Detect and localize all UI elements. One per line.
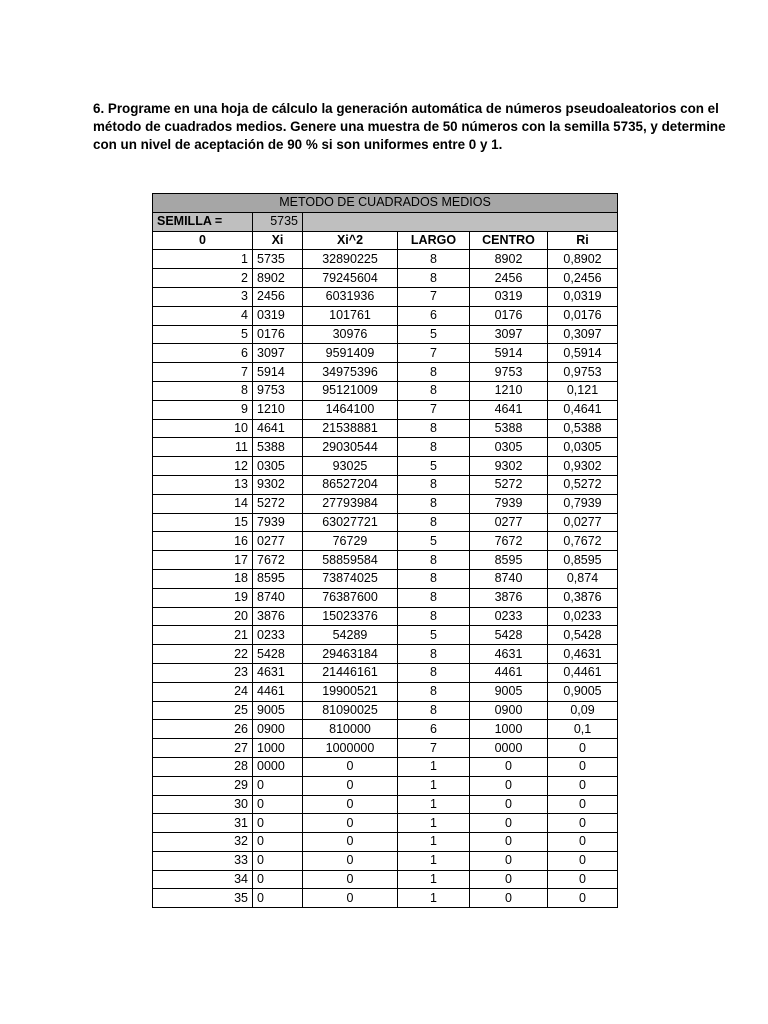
row-index-cell: 32: [153, 833, 253, 852]
xi-cell: 9302: [253, 475, 303, 494]
ri-cell: 0,0277: [548, 513, 618, 532]
ri-cell: 0,9302: [548, 457, 618, 476]
xi-squared-cell: 0: [303, 833, 398, 852]
xi-squared-cell: 21538881: [303, 419, 398, 438]
row-index-cell: 15: [153, 513, 253, 532]
xi-squared-cell: 54289: [303, 626, 398, 645]
largo-cell: 5: [398, 532, 470, 551]
row-index-cell: 12: [153, 457, 253, 476]
ri-cell: 0,0176: [548, 306, 618, 325]
centro-cell: 7672: [470, 532, 548, 551]
largo-cell: 1: [398, 795, 470, 814]
column-header-largo: LARGO: [398, 231, 470, 250]
centro-cell: 0: [470, 833, 548, 852]
centro-cell: 9302: [470, 457, 548, 476]
xi-cell: 8740: [253, 588, 303, 607]
centro-cell: 5914: [470, 344, 548, 363]
largo-cell: 5: [398, 325, 470, 344]
table-row: [153, 682, 618, 701]
xi-squared-cell: 0: [303, 889, 398, 908]
xi-squared-cell: 9591409: [303, 344, 398, 363]
xi-cell: 0: [253, 851, 303, 870]
row-index-cell: 25: [153, 701, 253, 720]
table-row: [153, 607, 618, 626]
row-index-cell: 31: [153, 814, 253, 833]
xi-squared-cell: 21446161: [303, 663, 398, 682]
largo-cell: 8: [398, 663, 470, 682]
ri-cell: 0,3876: [548, 588, 618, 607]
xi-squared-cell: 30976: [303, 325, 398, 344]
table-row: [153, 325, 618, 344]
xi-squared-cell: 79245604: [303, 269, 398, 288]
table-row: [153, 457, 618, 476]
row-index-cell: 6: [153, 344, 253, 363]
xi-squared-cell: 73874025: [303, 569, 398, 588]
table-row: [153, 626, 618, 645]
seed-row: [153, 212, 618, 231]
xi-squared-cell: 32890225: [303, 250, 398, 269]
largo-cell: 8: [398, 438, 470, 457]
table-title-row: [153, 194, 618, 213]
question-line-3: con un nivel de aceptación de 90 % si son uniformes entre 0 y 1.: [93, 137, 503, 152]
largo-cell: 1: [398, 870, 470, 889]
centro-cell: 0: [470, 795, 548, 814]
xi-cell: 9005: [253, 701, 303, 720]
centro-cell: 7939: [470, 494, 548, 513]
xi-cell: 0: [253, 776, 303, 795]
xi-cell: 0: [253, 814, 303, 833]
xi-squared-cell: 76387600: [303, 588, 398, 607]
centro-cell: 2456: [470, 269, 548, 288]
largo-cell: 8: [398, 588, 470, 607]
row-index-cell: 34: [153, 870, 253, 889]
largo-cell: 6: [398, 720, 470, 739]
ri-cell: 0,5272: [548, 475, 618, 494]
table-row: [153, 870, 618, 889]
xi-squared-cell: 0: [303, 757, 398, 776]
largo-cell: 8: [398, 607, 470, 626]
column-header-xi-squared: Xi^2: [303, 231, 398, 250]
largo-cell: 1: [398, 776, 470, 795]
ri-cell: 0,9005: [548, 682, 618, 701]
centro-cell: 8902: [470, 250, 548, 269]
ri-cell: 0,0233: [548, 607, 618, 626]
row-index-cell: 9: [153, 400, 253, 419]
largo-cell: 6: [398, 306, 470, 325]
largo-cell: 7: [398, 287, 470, 306]
centro-cell: 4641: [470, 400, 548, 419]
xi-cell: 1210: [253, 400, 303, 419]
row-index-cell: 33: [153, 851, 253, 870]
row-index-cell: 16: [153, 532, 253, 551]
xi-cell: 2456: [253, 287, 303, 306]
table-row: [153, 776, 618, 795]
table-row: [153, 588, 618, 607]
row-index-cell: 14: [153, 494, 253, 513]
row-index-cell: 5: [153, 325, 253, 344]
row-index-cell: 4: [153, 306, 253, 325]
xi-squared-cell: 76729: [303, 532, 398, 551]
centro-cell: 0277: [470, 513, 548, 532]
ri-cell: 0,09: [548, 701, 618, 720]
ri-cell: 0,1: [548, 720, 618, 739]
centro-cell: 9753: [470, 363, 548, 382]
xi-squared-cell: 29463184: [303, 645, 398, 664]
xi-squared-cell: 58859584: [303, 551, 398, 570]
xi-squared-cell: 0: [303, 870, 398, 889]
centro-cell: 4461: [470, 663, 548, 682]
table-row: [153, 381, 618, 400]
question-line-2: método de cuadrados medios. Genere una muestra de 50 números con la semilla 5735, y determine: [93, 119, 726, 134]
centro-cell: 5428: [470, 626, 548, 645]
table-row: [153, 475, 618, 494]
table-row: [153, 532, 618, 551]
largo-cell: 5: [398, 626, 470, 645]
column-header-row: [153, 231, 618, 250]
largo-cell: 8: [398, 419, 470, 438]
xi-cell: 0: [253, 795, 303, 814]
largo-cell: 7: [398, 344, 470, 363]
xi-cell: 0: [253, 889, 303, 908]
row-index-cell: 18: [153, 569, 253, 588]
table-title: METODO DE CUADRADOS MEDIOS: [153, 194, 618, 213]
centro-cell: 8740: [470, 569, 548, 588]
xi-cell: 4461: [253, 682, 303, 701]
table-row: [153, 269, 618, 288]
largo-cell: 7: [398, 400, 470, 419]
table-row: [153, 851, 618, 870]
largo-cell: 8: [398, 701, 470, 720]
seed-value: 5735: [253, 212, 303, 231]
row-index-cell: 27: [153, 739, 253, 758]
largo-cell: 1: [398, 757, 470, 776]
xi-cell: 7672: [253, 551, 303, 570]
xi-cell: 0900: [253, 720, 303, 739]
xi-cell: 5914: [253, 363, 303, 382]
row-index-cell: 2: [153, 269, 253, 288]
row-index-cell: 26: [153, 720, 253, 739]
centro-cell: 1210: [470, 381, 548, 400]
xi-squared-cell: 86527204: [303, 475, 398, 494]
column-header-ri: Ri: [548, 231, 618, 250]
centro-cell: 3097: [470, 325, 548, 344]
centro-cell: 4631: [470, 645, 548, 664]
table-row: [153, 250, 618, 269]
xi-cell: 5272: [253, 494, 303, 513]
column-header-xi: Xi: [253, 231, 303, 250]
xi-cell: 8595: [253, 569, 303, 588]
row-index-cell: 13: [153, 475, 253, 494]
ri-cell: 0: [548, 870, 618, 889]
row-index-cell: 20: [153, 607, 253, 626]
largo-cell: 5: [398, 457, 470, 476]
xi-squared-cell: 81090025: [303, 701, 398, 720]
table-row: [153, 889, 618, 908]
xi-squared-cell: 93025: [303, 457, 398, 476]
row-index-cell: 8: [153, 381, 253, 400]
table-row: [153, 494, 618, 513]
xi-squared-cell: 1464100: [303, 400, 398, 419]
xi-squared-cell: 63027721: [303, 513, 398, 532]
ri-cell: 0: [548, 833, 618, 852]
ri-cell: 0: [548, 776, 618, 795]
centro-cell: 0319: [470, 287, 548, 306]
xi-squared-cell: 0: [303, 776, 398, 795]
ri-cell: 0,4631: [548, 645, 618, 664]
table-row: [153, 663, 618, 682]
largo-cell: 1: [398, 814, 470, 833]
xi-cell: 0233: [253, 626, 303, 645]
largo-cell: 8: [398, 363, 470, 382]
table-row: [153, 306, 618, 325]
xi-cell: 5428: [253, 645, 303, 664]
xi-squared-cell: 1000000: [303, 739, 398, 758]
xi-cell: 4631: [253, 663, 303, 682]
table-row: [153, 814, 618, 833]
xi-cell: 9753: [253, 381, 303, 400]
row-index-cell: 35: [153, 889, 253, 908]
ri-cell: 0: [548, 795, 618, 814]
seed-label: SEMILLA =: [153, 212, 253, 231]
ri-cell: 0,121: [548, 381, 618, 400]
largo-cell: 8: [398, 494, 470, 513]
table-row: [153, 833, 618, 852]
centro-cell: 0: [470, 757, 548, 776]
row-index-cell: 24: [153, 682, 253, 701]
question-line-1: 6. Programe en una hoja de cálculo la generación automática de números pseudoaleatorios con el: [93, 101, 719, 116]
xi-cell: 7939: [253, 513, 303, 532]
centro-cell: 5272: [470, 475, 548, 494]
xi-squared-cell: 19900521: [303, 682, 398, 701]
ri-cell: 0: [548, 814, 618, 833]
column-header-index: 0: [153, 231, 253, 250]
row-index-cell: 10: [153, 419, 253, 438]
xi-cell: 1000: [253, 739, 303, 758]
row-index-cell: 19: [153, 588, 253, 607]
table-row: [153, 400, 618, 419]
table-row: [153, 363, 618, 382]
xi-squared-cell: 29030544: [303, 438, 398, 457]
row-index-cell: 17: [153, 551, 253, 570]
largo-cell: 1: [398, 833, 470, 852]
row-index-cell: 11: [153, 438, 253, 457]
row-index-cell: 7: [153, 363, 253, 382]
xi-cell: 5388: [253, 438, 303, 457]
row-index-cell: 21: [153, 626, 253, 645]
table-row: [153, 720, 618, 739]
row-index-cell: 30: [153, 795, 253, 814]
xi-squared-cell: 810000: [303, 720, 398, 739]
ri-cell: 0,5388: [548, 419, 618, 438]
largo-cell: 8: [398, 381, 470, 400]
row-index-cell: 22: [153, 645, 253, 664]
middle-square-table: [152, 193, 618, 908]
ri-cell: 0,3097: [548, 325, 618, 344]
xi-squared-cell: 0: [303, 851, 398, 870]
xi-squared-cell: 95121009: [303, 381, 398, 400]
xi-cell: 5735: [253, 250, 303, 269]
table-row: [153, 569, 618, 588]
row-index-cell: 28: [153, 757, 253, 776]
row-index-cell: 29: [153, 776, 253, 795]
centro-cell: 1000: [470, 720, 548, 739]
centro-cell: 8595: [470, 551, 548, 570]
ri-cell: 0,7672: [548, 532, 618, 551]
ri-cell: 0,5914: [548, 344, 618, 363]
xi-cell: 0305: [253, 457, 303, 476]
column-header-centro: CENTRO: [470, 231, 548, 250]
xi-cell: 0319: [253, 306, 303, 325]
centro-cell: 0: [470, 851, 548, 870]
centro-cell: 0: [470, 870, 548, 889]
largo-cell: 8: [398, 569, 470, 588]
ri-cell: 0,5428: [548, 626, 618, 645]
xi-squared-cell: 27793984: [303, 494, 398, 513]
table-row: [153, 287, 618, 306]
xi-cell: 0: [253, 870, 303, 889]
largo-cell: 8: [398, 475, 470, 494]
xi-cell: 3097: [253, 344, 303, 363]
largo-cell: 1: [398, 889, 470, 908]
table-row: [153, 551, 618, 570]
xi-cell: 0277: [253, 532, 303, 551]
ri-cell: 0,4641: [548, 400, 618, 419]
largo-cell: 8: [398, 682, 470, 701]
ri-cell: 0,8595: [548, 551, 618, 570]
ri-cell: 0,8902: [548, 250, 618, 269]
largo-cell: 8: [398, 250, 470, 269]
xi-squared-cell: 6031936: [303, 287, 398, 306]
ri-cell: 0,4461: [548, 663, 618, 682]
seed-filler: [303, 212, 618, 231]
centro-cell: 3876: [470, 588, 548, 607]
table-row: [153, 419, 618, 438]
question-text: [93, 100, 726, 154]
table-row: [153, 513, 618, 532]
xi-cell: 0176: [253, 325, 303, 344]
centro-cell: 0176: [470, 306, 548, 325]
largo-cell: 1: [398, 851, 470, 870]
ri-cell: 0,874: [548, 569, 618, 588]
table-row: [153, 795, 618, 814]
xi-cell: 0: [253, 833, 303, 852]
row-index-cell: 23: [153, 663, 253, 682]
xi-squared-cell: 101761: [303, 306, 398, 325]
table-row: [153, 645, 618, 664]
ri-cell: 0: [548, 757, 618, 776]
centro-cell: 0: [470, 814, 548, 833]
largo-cell: 8: [398, 269, 470, 288]
table-row: [153, 739, 618, 758]
largo-cell: 8: [398, 513, 470, 532]
ri-cell: 0,7939: [548, 494, 618, 513]
xi-squared-cell: 15023376: [303, 607, 398, 626]
ri-cell: 0,0305: [548, 438, 618, 457]
xi-squared-cell: 34975396: [303, 363, 398, 382]
centro-cell: 0: [470, 889, 548, 908]
xi-squared-cell: 0: [303, 814, 398, 833]
row-index-cell: 3: [153, 287, 253, 306]
ri-cell: 0: [548, 889, 618, 908]
centro-cell: 5388: [470, 419, 548, 438]
ri-cell: 0: [548, 851, 618, 870]
xi-cell: 4641: [253, 419, 303, 438]
centro-cell: 0000: [470, 739, 548, 758]
ri-cell: 0,9753: [548, 363, 618, 382]
row-index-cell: 1: [153, 250, 253, 269]
xi-cell: 3876: [253, 607, 303, 626]
centro-cell: 0900: [470, 701, 548, 720]
centro-cell: 0: [470, 776, 548, 795]
xi-cell: 8902: [253, 269, 303, 288]
ri-cell: 0,2456: [548, 269, 618, 288]
xi-cell: 0000: [253, 757, 303, 776]
centro-cell: 9005: [470, 682, 548, 701]
centro-cell: 0305: [470, 438, 548, 457]
largo-cell: 7: [398, 739, 470, 758]
table-row: [153, 757, 618, 776]
largo-cell: 8: [398, 645, 470, 664]
table-row: [153, 701, 618, 720]
largo-cell: 8: [398, 551, 470, 570]
xi-squared-cell: 0: [303, 795, 398, 814]
table-row: [153, 438, 618, 457]
table-row: [153, 344, 618, 363]
centro-cell: 0233: [470, 607, 548, 626]
ri-cell: 0,0319: [548, 287, 618, 306]
ri-cell: 0: [548, 739, 618, 758]
